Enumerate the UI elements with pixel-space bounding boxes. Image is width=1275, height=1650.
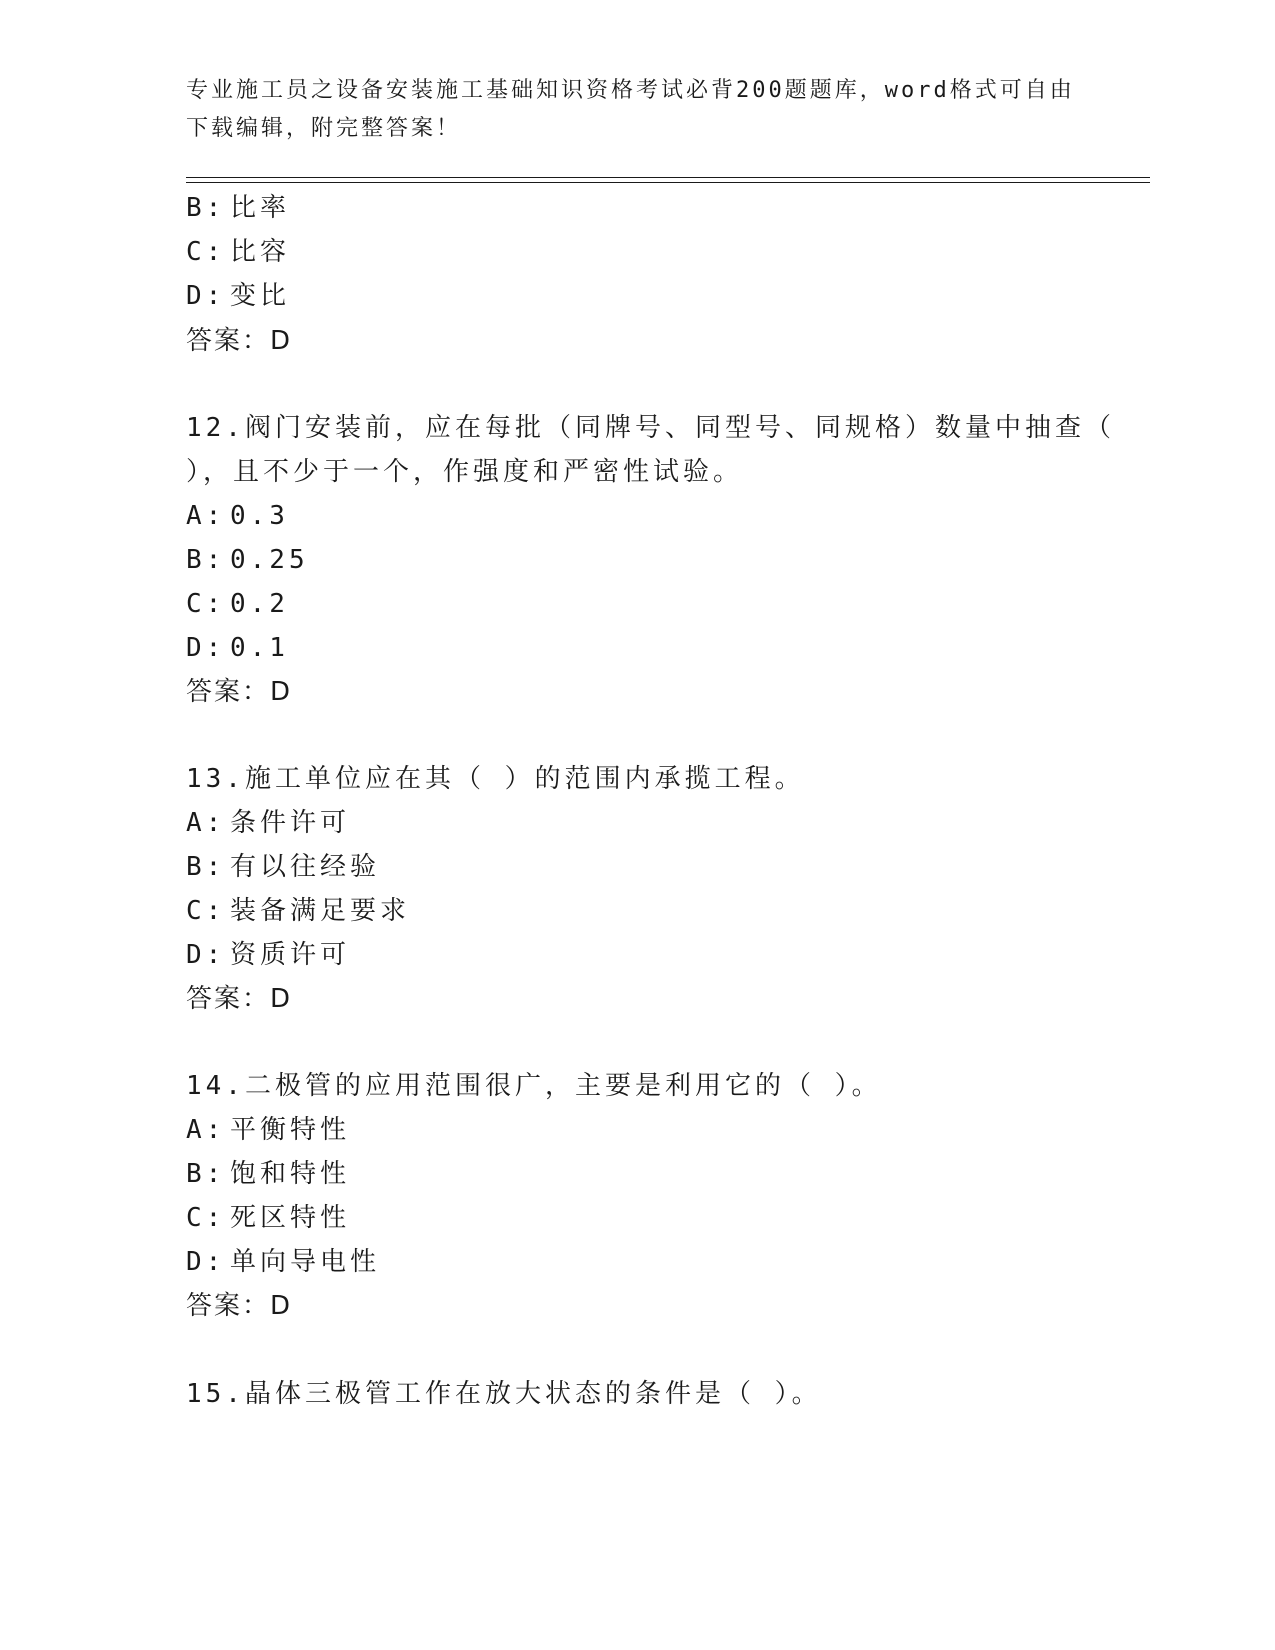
option-b [186, 851, 380, 883]
option-text: 0.2 [230, 589, 289, 619]
question-14-text: 14.二极管的应用范围很广，主要是利用它的（ ）。 [186, 1071, 882, 1101]
question-12-text-cont: ），且不少于一个，作强度和严密性试验。 [186, 457, 744, 487]
header-rule-top [186, 177, 1150, 178]
option-text: 0.3 [230, 501, 289, 531]
option-text: 平衡特性 [230, 1115, 351, 1145]
option-label: C: [186, 237, 226, 267]
option-c [186, 236, 290, 268]
answer-line: 答案：D [186, 1291, 293, 1321]
option-label: A: [186, 808, 226, 838]
option-label: D: [186, 281, 226, 311]
answer-line: 答案：D [186, 677, 293, 707]
option-label: B: [186, 193, 226, 223]
answer-line: 答案：D [186, 326, 293, 356]
option-d [186, 632, 289, 664]
option-label: C: [186, 589, 226, 619]
option-b [186, 1158, 350, 1190]
option-text: 死区特性 [230, 1203, 351, 1233]
option-text: 0.1 [230, 633, 289, 663]
option-c [186, 895, 410, 927]
option-text: 比率 [230, 193, 291, 223]
header-rule-bottom [186, 182, 1150, 183]
option-text: 有以往经验 [230, 852, 381, 882]
option-label: B: [186, 545, 226, 575]
option-text: 饱和特性 [230, 1159, 351, 1189]
option-text: 0.25 [230, 545, 309, 575]
option-label: C: [186, 1203, 226, 1233]
option-label: B: [186, 1159, 226, 1189]
question-13-text: 13.施工单位应在其（ ）的范围内承揽工程。 [186, 764, 805, 794]
question-12-text: 12.阀门安装前，应在每批（同牌号、同型号、同规格）数量中抽查（ [186, 413, 1115, 443]
option-a [186, 807, 350, 839]
option-a [186, 1114, 350, 1146]
option-c [186, 588, 289, 620]
option-text: 条件许可 [230, 808, 351, 838]
question-15-text: 15.晶体三极管工作在放大状态的条件是（ ）。 [186, 1379, 822, 1409]
option-text: 装备满足要求 [230, 896, 411, 926]
option-label: A: [186, 501, 226, 531]
option-text: 单向导电性 [230, 1247, 381, 1277]
option-label: A: [186, 1115, 226, 1145]
option-label: D: [186, 633, 226, 663]
option-label: D: [186, 1247, 226, 1277]
option-d [186, 280, 290, 312]
option-text: 资质许可 [230, 940, 351, 970]
option-b [186, 544, 309, 576]
option-text: 变比 [230, 281, 291, 311]
answer-line: 答案：D [186, 984, 293, 1014]
option-b [186, 192, 290, 224]
option-label: D: [186, 940, 226, 970]
option-d [186, 1246, 380, 1278]
option-label: B: [186, 852, 226, 882]
option-c [186, 1202, 350, 1234]
option-text: 比容 [230, 237, 291, 267]
option-d [186, 939, 350, 971]
option-label: C: [186, 896, 226, 926]
option-a [186, 500, 289, 532]
document-header: 专业施工员之设备安装施工基础知识资格考试必背200题题库，word格式可自由下载编辑，附完整答案！ [186, 78, 1075, 141]
